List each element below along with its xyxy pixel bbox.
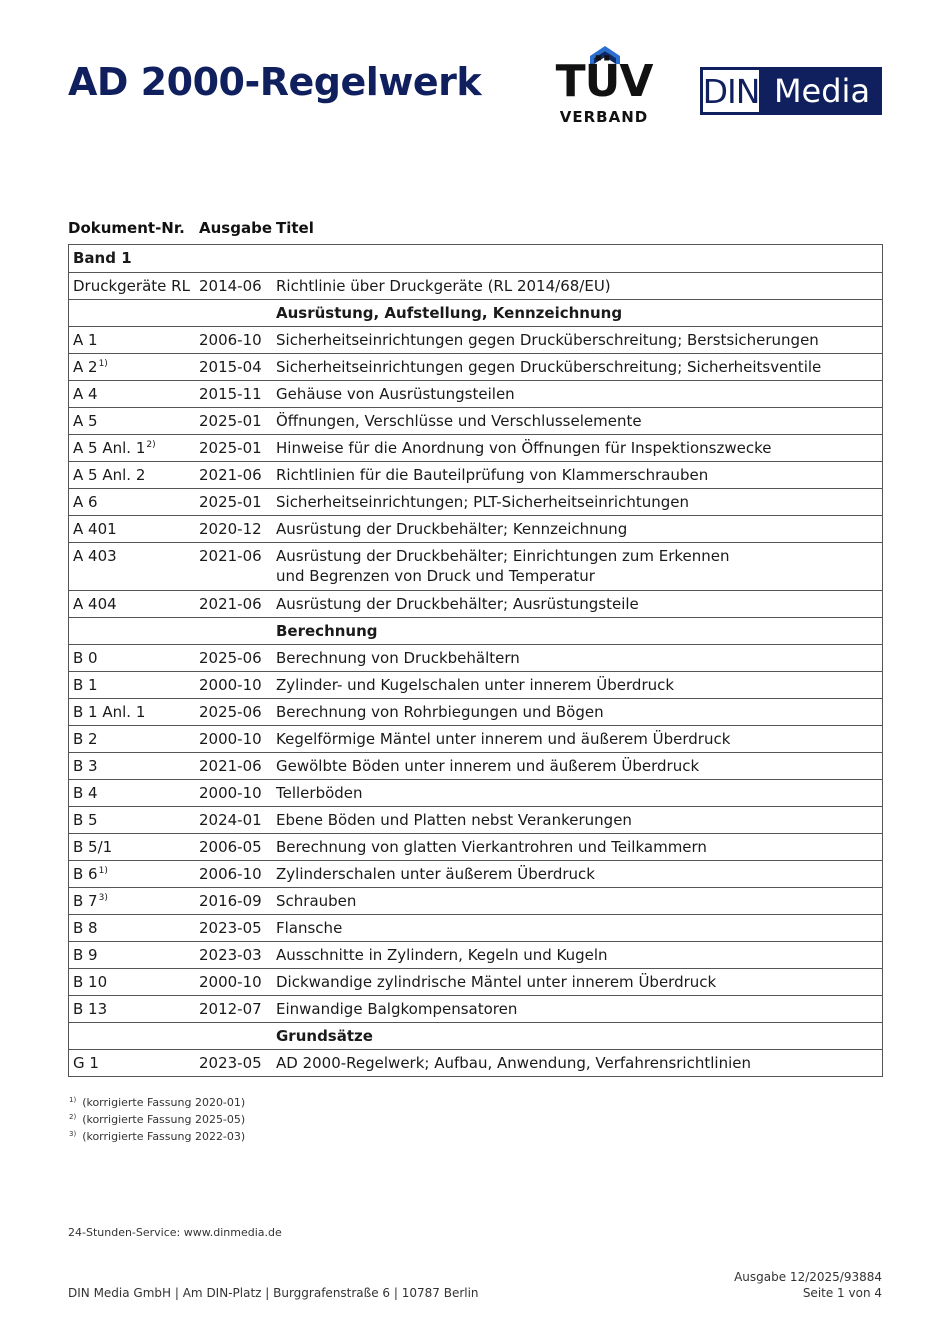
ausgabe: 2025-06 [199,703,262,721]
titel [276,384,882,404]
titel-line: Sicherheitseinrichtungen; PLT-Sicherheitseinrichtungen [276,493,689,511]
din-logo-right: Media [762,67,882,115]
titel [276,1053,882,1073]
titel-line: Dickwandige zylindrische Mäntel unter innerem Überdruck [276,973,717,991]
page-title: AD 2000-Regelwerk [68,60,482,104]
document-nr [73,465,198,485]
titel-line: Schrauben [276,892,357,910]
titel [276,546,882,586]
section-title: Ausrüstung, Aufstellung, Kennzeichnung [276,304,623,322]
service-line: 24-Stunden-Service: www.dinmedia.de [68,1226,282,1239]
ausgabe: 2021-06 [199,466,262,484]
section-title: Berechnung [276,622,378,640]
ausgabe: 2023-03 [199,946,262,964]
ausgabe: 2023-05 [199,1054,262,1072]
document-nr-text: A 6 [73,493,98,511]
titel [276,276,882,296]
document-nr-text: B 6 [73,865,98,883]
column-header-nr: Dokument-Nr. [68,219,185,237]
titel-line: Einwandige Balgkompensatoren [276,1000,518,1018]
table-row [69,888,882,915]
table-row [69,861,882,888]
document-nr-text: A 5 [73,412,98,430]
document-nr [73,729,198,749]
document-nr [73,648,198,668]
document-nr [73,810,198,830]
ausgabe: 2021-06 [199,595,262,613]
table-row [69,489,882,516]
table-row [69,1050,882,1077]
ausgabe: 2012-07 [199,1000,262,1018]
titel [276,864,882,884]
section-row [69,300,882,327]
titel [276,357,882,377]
footnote-mark: 2) [69,1113,77,1121]
table-row [69,807,882,834]
document-nr-text: B 5/1 [73,838,113,856]
titel [276,648,882,668]
footnote-mark: 1) [69,1096,77,1104]
titel-line: Sicherheitseinrichtungen gegen Drucküberschreitung; Berstsicherungen [276,331,819,349]
ausgabe: 2023-05 [199,919,262,937]
document-nr-text: B 1 [73,676,98,694]
titel-line: Tellerböden [276,784,363,802]
footnote-ref: 3) [98,893,108,903]
document-nr [73,675,198,695]
table-row [69,915,882,942]
section-title: Grundsätze [276,1027,373,1045]
document-nr [73,492,198,512]
document-nr [73,357,198,377]
titel-line: Richtlinien für die Bauteilprüfung von Klammerschrauben [276,466,709,484]
footer-edition-block [734,1269,882,1301]
table-row [69,435,882,462]
document-nr [73,756,198,776]
ausgabe: 2021-06 [199,547,262,565]
table-row [69,591,882,618]
titel [276,675,882,695]
table-row [69,996,882,1023]
table-row [69,408,882,435]
table-row [69,543,882,591]
table-row [69,753,882,780]
titel-line: Richtlinie über Druckgeräte (RL 2014/68/EU) [276,277,611,295]
titel-line: AD 2000-Regelwerk; Aufbau, Anwendung, Verfahrensrichtlinien [276,1054,751,1072]
document-nr [73,945,198,965]
footnote-text: (korrigierte Fassung 2025-05) [82,1113,246,1126]
ausgabe: 2000-10 [199,676,262,694]
column-header-ausgabe: Ausgabe [199,219,272,237]
titel [276,972,882,992]
ausgabe: 2016-09 [199,892,262,910]
document-nr-text: B 1 Anl. 1 [73,703,146,721]
titel [276,519,882,539]
document-nr-text: B 7 [73,892,98,910]
document-nr-text: A 4 [73,385,98,403]
footnote-text: (korrigierte Fassung 2020-01) [82,1096,246,1109]
document-nr [73,546,198,566]
document-nr-text: G 1 [73,1054,99,1072]
titel-line: Ausrüstung der Druckbehälter; Einrichtungen zum Erkennen [276,547,730,565]
footnote-mark: 3) [69,1130,77,1138]
section-row [69,618,882,645]
document-table [68,244,883,1077]
table-row [69,516,882,543]
titel [276,918,882,938]
titel-line: Sicherheitseinrichtungen gegen Drucküberschreitung; Sicherheitsventile [276,358,822,376]
table-row [69,645,882,672]
table-row [69,834,882,861]
document-nr-text: A 401 [73,520,117,538]
document-nr-text: B 5 [73,811,98,829]
document-nr-text: B 10 [73,973,108,991]
document-nr-text: A 403 [73,547,117,565]
titel [276,891,882,911]
document-nr-text: A 404 [73,595,117,613]
tuv-logo-word: TÜV [555,56,653,107]
titel-line: Flansche [276,919,343,937]
document-nr-text: B 3 [73,757,98,775]
table-row [69,354,882,381]
titel [276,330,882,350]
titel-line-2: und Begrenzen von Druck und Temperatur [276,567,595,585]
table-row [69,327,882,354]
table-row [69,699,882,726]
document-nr [73,864,198,884]
ausgabe: 2025-01 [199,493,262,511]
titel-line: Ebene Böden und Platten nebst Verankerungen [276,811,632,829]
document-nr-text: B 8 [73,919,98,937]
titel-line: Kegelförmige Mäntel unter innerem und äußerem Überdruck [276,730,731,748]
document-nr-text: B 0 [73,649,98,667]
ausgabe: 2015-11 [199,385,262,403]
titel-line: Ausrüstung der Druckbehälter; Ausrüstungsteile [276,595,639,613]
titel [276,945,882,965]
titel-line: Gewölbte Böden unter innerem und äußerem Überdruck [276,757,700,775]
document-nr [73,411,198,431]
titel [276,594,882,614]
titel-line: Gehäuse von Ausrüstungsteilen [276,385,515,403]
titel-line: Berechnung von Druckbehältern [276,649,520,667]
table-row [69,942,882,969]
ausgabe: 2020-12 [199,520,262,538]
titel-line: Öffnungen, Verschlüsse und Verschlusselemente [276,412,642,430]
ausgabe: 2006-05 [199,838,262,856]
document-nr [73,276,198,296]
document-nr [73,837,198,857]
document-nr-text: Druckgeräte RL [73,277,190,295]
document-nr [73,783,198,803]
document-nr-text: A 5 Anl. 2 [73,466,146,484]
footnote-ref: 2) [146,440,156,450]
document-nr [73,972,198,992]
din-logo-left: DIN [700,67,762,115]
table-row [69,969,882,996]
ausgabe: 2015-04 [199,358,262,376]
document-nr-text: B 2 [73,730,98,748]
table-row [69,780,882,807]
footnote-ref: 1) [98,359,108,369]
table-row [69,672,882,699]
document-nr [73,1053,198,1073]
band-row: Band 1 [69,245,882,273]
footer-edition: Ausgabe 12/2025/93884 [734,1270,882,1284]
table-row [69,462,882,489]
ausgabe: 2006-10 [199,331,262,349]
titel-line: Zylinderschalen unter äußerem Überdruck [276,865,595,883]
titel [276,411,882,431]
titel [276,465,882,485]
titel-line: Berechnung von glatten Vierkantrohren und Teilkammern [276,838,707,856]
table-row [69,273,882,300]
titel [276,837,882,857]
footer-address: DIN Media GmbH | Am DIN-Platz | Burggrafenstraße 6 | 10787 Berlin [68,1286,479,1300]
ausgabe: 2025-01 [199,439,262,457]
titel [276,438,882,458]
document-nr [73,330,198,350]
table-row [69,381,882,408]
titel [276,756,882,776]
column-header-titel: Titel [276,219,314,237]
document-nr [73,384,198,404]
footnote-ref: 1) [98,866,108,876]
footnote [68,1111,245,1128]
titel [276,492,882,512]
ausgabe: 2000-10 [199,973,262,991]
titel [276,783,882,803]
tuv-verband-logo [553,46,655,126]
document-nr [73,438,198,458]
document-nr [73,519,198,539]
document-nr-text: A 2 [73,358,98,376]
din-media-logo [700,67,882,115]
footnotes [68,1094,245,1145]
titel [276,729,882,749]
document-nr [73,891,198,911]
document-nr [73,999,198,1019]
titel-line: Hinweise für die Anordnung von Öffnungen für Inspektionszwecke [276,439,772,457]
titel-line: Zylinder- und Kugelschalen unter innerem Überdruck [276,676,675,694]
ausgabe: 2025-06 [199,649,262,667]
titel-line: Berechnung von Rohrbiegungen und Bögen [276,703,604,721]
ausgabe: 2014-06 [199,277,262,295]
table-row [69,726,882,753]
ausgabe: 2021-06 [199,757,262,775]
footer-page: Seite 1 von 4 [802,1286,882,1300]
ausgabe: 2000-10 [199,784,262,802]
footnote [68,1128,245,1145]
titel [276,999,882,1019]
document-nr-text: B 13 [73,1000,108,1018]
ausgabe: 2024-01 [199,811,262,829]
document-nr [73,918,198,938]
titel-line: Ausschnitte in Zylindern, Kegeln und Kugeln [276,946,608,964]
titel-line: Ausrüstung der Druckbehälter; Kennzeichnung [276,520,628,538]
document-nr [73,702,198,722]
titel [276,702,882,722]
ausgabe: 2025-01 [199,412,262,430]
titel [276,810,882,830]
document-nr-text: A 5 Anl. 1 [73,439,146,457]
document-nr-text: B 9 [73,946,98,964]
document-nr-text: B 4 [73,784,98,802]
footnote [68,1094,245,1111]
section-row [69,1023,882,1050]
document-nr-text: A 1 [73,331,98,349]
document-nr [73,594,198,614]
footnote-text: (korrigierte Fassung 2022-03) [82,1130,246,1143]
tuv-logo-sub: VERBAND [559,108,649,126]
ausgabe: 2006-10 [199,865,262,883]
ausgabe: 2000-10 [199,730,262,748]
